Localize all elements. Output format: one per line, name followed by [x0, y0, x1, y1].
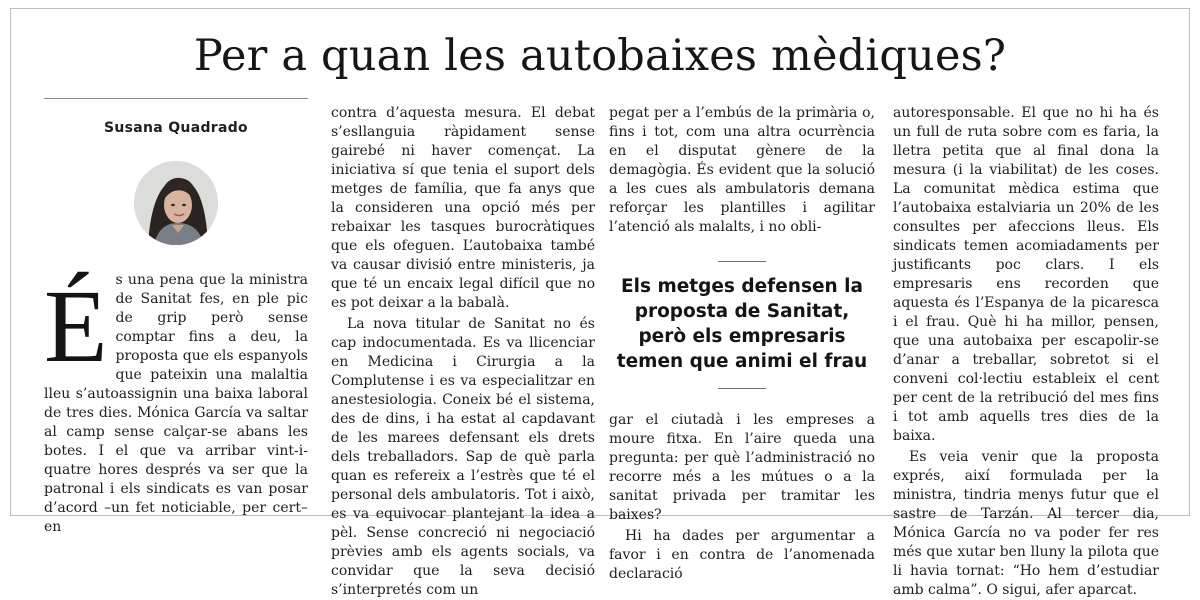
author-byline: Susana Quadrado	[104, 120, 248, 136]
paragraph: pegat per a l’embús de la primària o, fins i tot, com una altra ocurrència en el disputat gènere de la demagògia. És evident que la solució a les cues als ambulatoris demana reforçar les plantilles i agilitar l’atenció als malalts, i no obli-	[609, 105, 875, 235]
pull-quote-rule-top	[718, 261, 766, 262]
paragraph: Es veia venir que la proposta exprés, així formulada per la ministra, tindria menys futur que el sastre de Tarzán. Al tercer dia, Mónica García no va poder fer res més que xutar ben lluny la pilota que li havia tornat: “Ho hem d’estudiar amb calma”. O sigui, afer aparcat.	[893, 449, 1159, 598]
author-portrait-icon	[134, 161, 218, 245]
column-4	[893, 104, 1159, 600]
column-1	[44, 98, 308, 537]
paragraph: autoresponsable. El que no hi ha és un full de ruta sobre com es faria, la lletra petita que al final dona la mesura (i la viabilitat) de les coses. La comunitat mèdica estima que l’autobaixa estalviaria un 20% de les consultes per afeccions lleus. Els sindicats temen acomiadaments per justificants poc clars. I els empresaris ens recorden que aquesta és l’Espanya de la picaresca i el frau. Què hi ha millor, pensen, que una autobaixa per escapolir-se d’anar a treballar, sobretot si el conveni col·lectiu estableix el cent per cent de la retribució del mes fins i tot amb aquells tres dies de la baixa.	[893, 105, 1159, 444]
paragraph: contra d’aquesta mesura. El debat s’esllanguia ràpidament sense gairebé ni haver començat. La iniciativa sí que tenia el suport dels metges de família, que fa anys que la consideren una opció més per rebaixar les tasques burocràtiques que els ofeguen. L’autobaixa també va causar divisió entre ministeris, ja que té un encaix legal difícil que no es pot deixar a la babalà.	[331, 105, 595, 311]
paragraph	[44, 271, 308, 537]
paragraph: Hi ha dades per argumentar a favor i en contra de l’anomenada declaració	[609, 528, 875, 582]
paragraph: gar el ciutadà i les empreses a moure fitxa. En l’aire queda una pregunta: per què l’administració no recorre més a les mútues o a la sanitat privada per tramitar les baixes?	[609, 412, 875, 523]
paragraph: La nova titular de Sanitat no és cap indocumentada. Es va llicenciar en Medicina i Cirurgia a la Complutense i es va especialitzar en anestesiologia. Coneix bé el sistema, des de dins, i ha estat al capdavant de les marees defensant els drets dels treballadors. Sap de què parla quan es refereix a l’estrès que té el personal dels ambulatoris. Tot i això, es va equivocar plantejant la idea a pèl. Sense concreció ni negociació prèvies amb els agents socials, va convidar que la seva decisió s’interpretés com un	[331, 316, 595, 598]
column-3	[609, 104, 875, 584]
portrait-drawing	[134, 161, 218, 245]
headline: Per a quan les autobaixes mèdiques?	[193, 31, 1007, 81]
author-photo	[134, 161, 218, 245]
paragraph-text: s una pena que la ministra de Sanitat fes, en ple pic de grip però sense comptar fins a deu, la proposta que els espanyols que pateixin una malaltia lleu s’autoassignin una baixa laboral de tres dies. Mónica García va saltar al camp sense calçar-se abans les botes. I el que va arribar vint-i-quatre hores després va ser que la patronal i els sindicats es van posar d’acord –un fet noticiable, per cert– en	[44, 272, 308, 535]
pull-quote	[609, 261, 875, 389]
column-2	[331, 104, 595, 600]
top-rule	[44, 98, 308, 99]
pull-quote-text: Els metges defensen la proposta de Sanitat, però els empresaris temen que animi el frau	[616, 276, 868, 372]
pull-quote-rule-bottom	[718, 388, 766, 389]
drop-cap: É	[44, 269, 108, 384]
